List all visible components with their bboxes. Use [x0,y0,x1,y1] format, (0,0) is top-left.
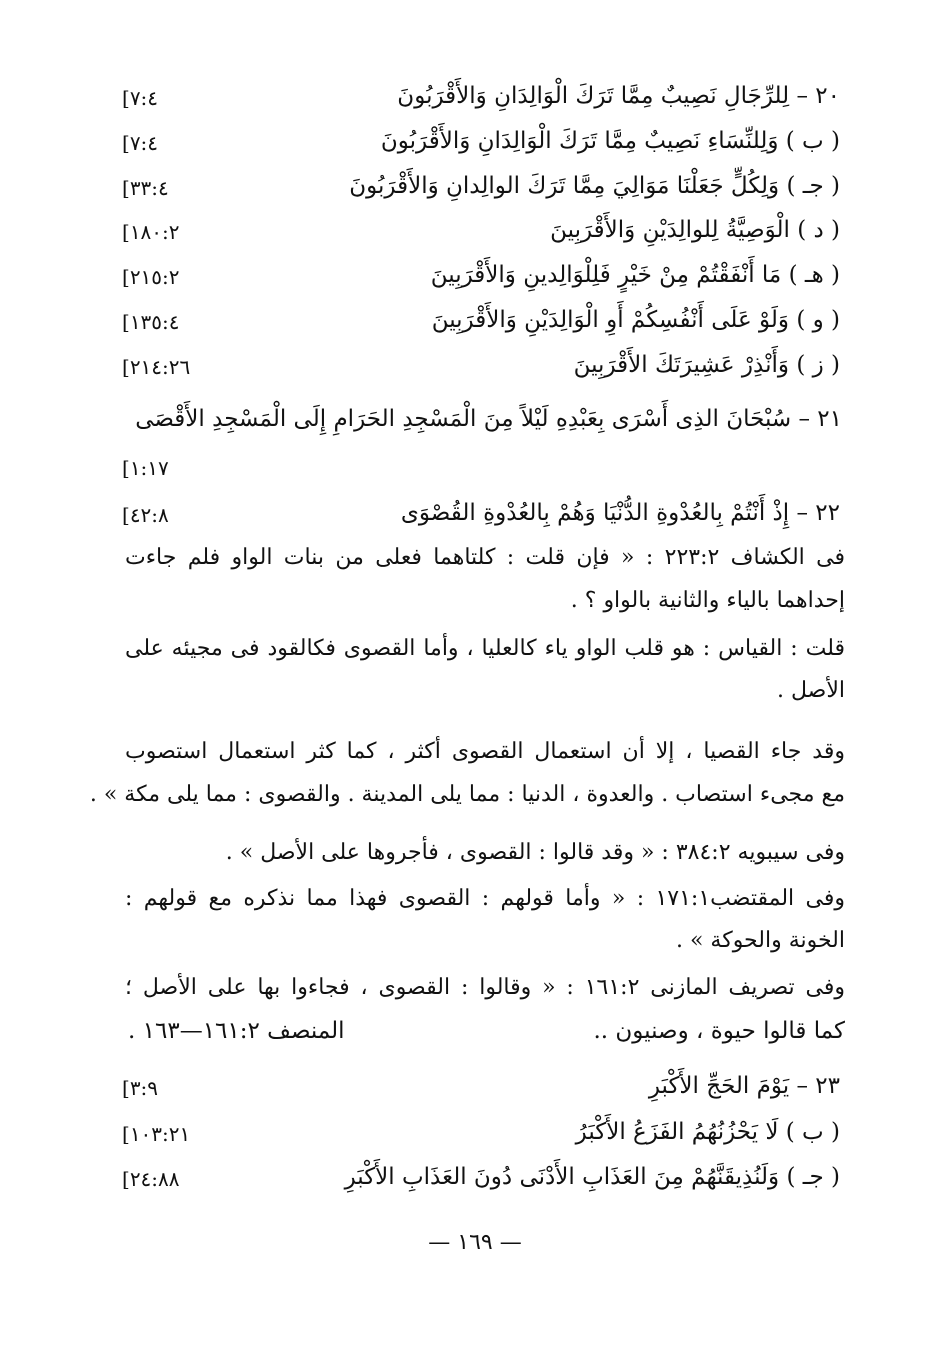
verse-line: ( ز ) وَأَنْذِرْ عَشِيرَتَكَ الأَقْرَبِينَ [573,352,840,378]
verse-reference: [٢١٤:٢٦ [122,355,191,379]
commentary-line: الأصل . [777,678,845,703]
verse-line: ٢١ – سُبْحَانَ الذِى أَسْرَى بِعَبْدِهِ لَيْلاً مِنَ الْمَسْجِدِ الحَرَامِ إِلَى الْمَسْجِدِ الأَقْصَى [135,406,842,432]
commentary-line: وقد جاء القصيا ، إلا أن استعمال القصوى أكثر ، كما كثر استعمال استصوب [125,739,845,764]
commentary-line: وفى المقتضب١٧١:١ : « وأما قولهم : القصوى فهذا مما نذكره مع قولهم : [125,886,845,911]
verse-reference: [٣٣:٤ [122,176,169,200]
verse-line: ( جـ ) وَلَنُذِيقَنَّهُمْ مِنَ العَذَابِ الأَدْنَى دُونَ العَذَابِ الأَكْبَرِ [344,1164,840,1190]
verse-line: ( هـ ) مَا أَنْفَقْتُمْ مِنْ خَيْرٍ فَلِلْوَالِدينِ وَالأَقْرَبِينَ [430,262,840,288]
page-number: — ١٦٩ — [428,1230,522,1255]
commentary-line: فى الكشاف ٢٢٣:٢ : « فإن قلت : كلتاهما فعلى من بنات الواو فلم جاءت [125,545,845,570]
verse-line: ( ب ) وَلِلنِّسَاءِ نَصِيبٌ مِمَّا تَرَكَ الْوَالِدَانِ وَالأَقْرَبُونَ [380,128,840,154]
verse-reference: [١٠٣:٢١ [122,1122,191,1146]
verse-reference: [٢١٥:٢ [122,265,180,289]
verse-reference: [١:١٧ [122,456,169,480]
verse-reference: [٧:٤ [122,131,159,155]
source-citation: المنصف ١٦١:٢—١٦٣ . [128,1018,345,1044]
verse-reference: [٧:٤ [122,86,159,110]
verse-line: ( ب ) لَا يَحْزُنُهُمُ الفَزَعُ الأَكْبَرُ [575,1119,840,1145]
verse-line: ٢٣ – يَوْمَ الحَجِّ الأَكْبَرِ [648,1073,840,1099]
verse-line: ( جـ ) وَلِكُلٍّ جَعَلْنَا مَوَالِيَ مِمَّا تَرَكَ الوالِدانِ وَالأَقْرَبُونَ [349,173,840,199]
verse-line: ( د ) الْوَصِيَّةُ لِلوالِدَيْنِ وَالأَقْرَبِينَ [550,217,840,243]
commentary-line: وفى تصريف المازنى ١٦١:٢ : « وقالوا : القصوى ، فجاءوا بها على الأصل ؛ [125,975,846,1000]
verse-reference: [٤٢:٨ [122,503,169,527]
verse-reference: [٢٤:٨٨ [122,1167,180,1191]
verse-line: ( و ) وَلَوْ عَلَى أَنْفُسِكُمْ أَوِ الْوَالِدَيْنِ وَالأَقْرَبِينَ [431,307,840,333]
verse-reference: [١٣٥:٤ [122,310,180,334]
commentary-line: قلت : القياس : هو قلب الواو ياء كالعليا ، وأما القصوى فكالقود فى مجيئه على [125,636,845,661]
verse-reference: [٣:٩ [122,1076,159,1100]
commentary-line: إحداهما بالياء والثانية بالواو ؟ . [570,588,845,613]
commentary-line: الخونة والحوكة » . [675,928,845,953]
verse-line: ٢٢ – إِذْ أَنْتُمْ بِالعُدْوةِ الدُّنْيَا وَهُمْ بِالعُدْوةِ القُصْوَى [400,500,840,526]
commentary-line: مع مجىء استصاب . والعدوة ، الدنيا : مما يلى المدينة . والقصوى : مما يلى مكة » . [89,782,845,807]
verse-line: ٢٠ – لِلرِّجَالِ نَصِيبٌ مِمَّا تَرَكَ الْوَالِدَانِ وَالأَقْرَبُونَ [397,83,840,109]
commentary-line: كما قالوا حيوة ، وصنيون .. [593,1018,845,1044]
verse-reference: [١٨٠:٢ [122,220,180,244]
commentary-line: وفى سيبويه ٣٨٤:٢ : « وقد قالوا : القصوى ، فأجروها على الأصل » . [225,840,845,865]
